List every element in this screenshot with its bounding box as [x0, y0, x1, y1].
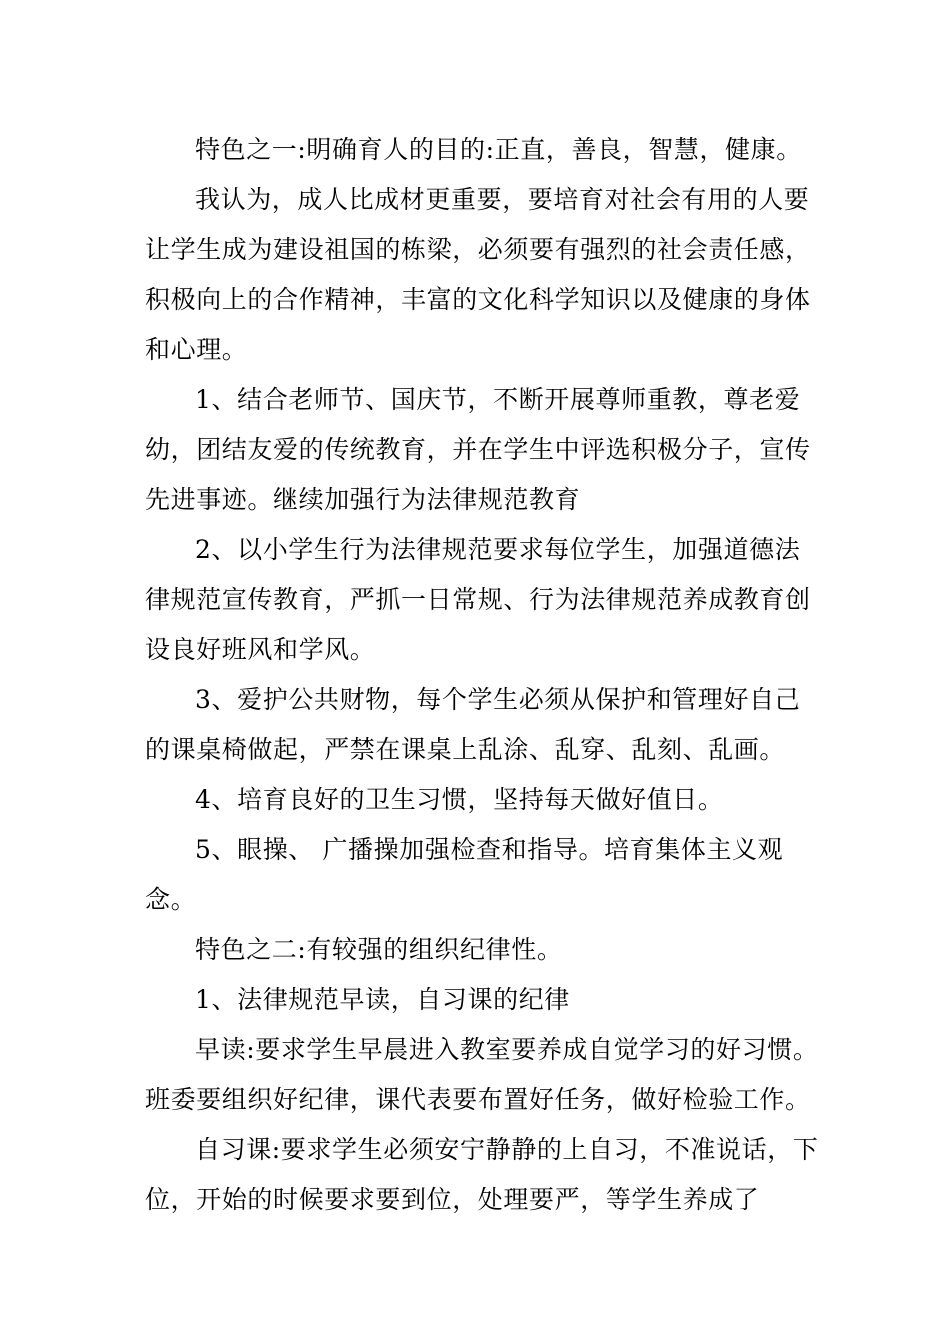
document-body: [145, 125, 825, 1225]
paragraph-item-3: 3、爱护公共财物，每个学生必须从保护和管理好自己的课桌椅做起，严禁在课桌上乱涂、乱穿、乱刻、乱画。: [145, 685, 801, 764]
paragraph-feature-one-heading: 特色之一:明确育人的目的:正直，善良，智慧，健康。: [195, 135, 802, 164]
paragraph-item-5: 5、眼操、 广播操加强检查和指导。培育集体主义观念。: [145, 835, 784, 914]
paragraph-morning-reading: 早读:要求学生早晨进入教室要养成自觉学习的好习惯。班委要组织好纪律，课代表要布置好任务，做好检验工作。: [145, 1035, 819, 1114]
paragraph-item-1: 1、结合老师节、国庆节，不断开展尊师重教，尊老爱幼，团结友爱的传统教育，并在学生中评选积极分子，宣传先进事迹。继续加强行为法律规范教育: [145, 385, 811, 514]
paragraph-discipline-item-1: 1、法律规范早读，自习课的纪律: [195, 985, 570, 1014]
paragraph-item-2: 2、以小学生行为法律规范要求每位学生，加强道德法律规范宣传教育，严抓一日常规、行为法律规范养成教育创设良好班风和学风。: [145, 535, 811, 664]
paragraph-feature-two-heading: 特色之二:有较强的组织纪律性。: [195, 935, 563, 964]
paragraph-item-4: 4、培育良好的卫生习惯，坚持每天做好值日。: [195, 785, 724, 814]
paragraph-self-study: 自习课:要求学生必须安宁静静的上自习，不准说话，下位，开始的时候要求要到位，处理要严，等学生养成了: [145, 1135, 819, 1214]
paragraph-intro: 我认为，成人比成材更重要，要培育对社会有用的人要让学生成为建设祖国的栋梁，必须要有强烈的社会责任感，积极向上的合作精神，丰富的文化科学知识以及健康的身体和心理。: [145, 185, 811, 364]
